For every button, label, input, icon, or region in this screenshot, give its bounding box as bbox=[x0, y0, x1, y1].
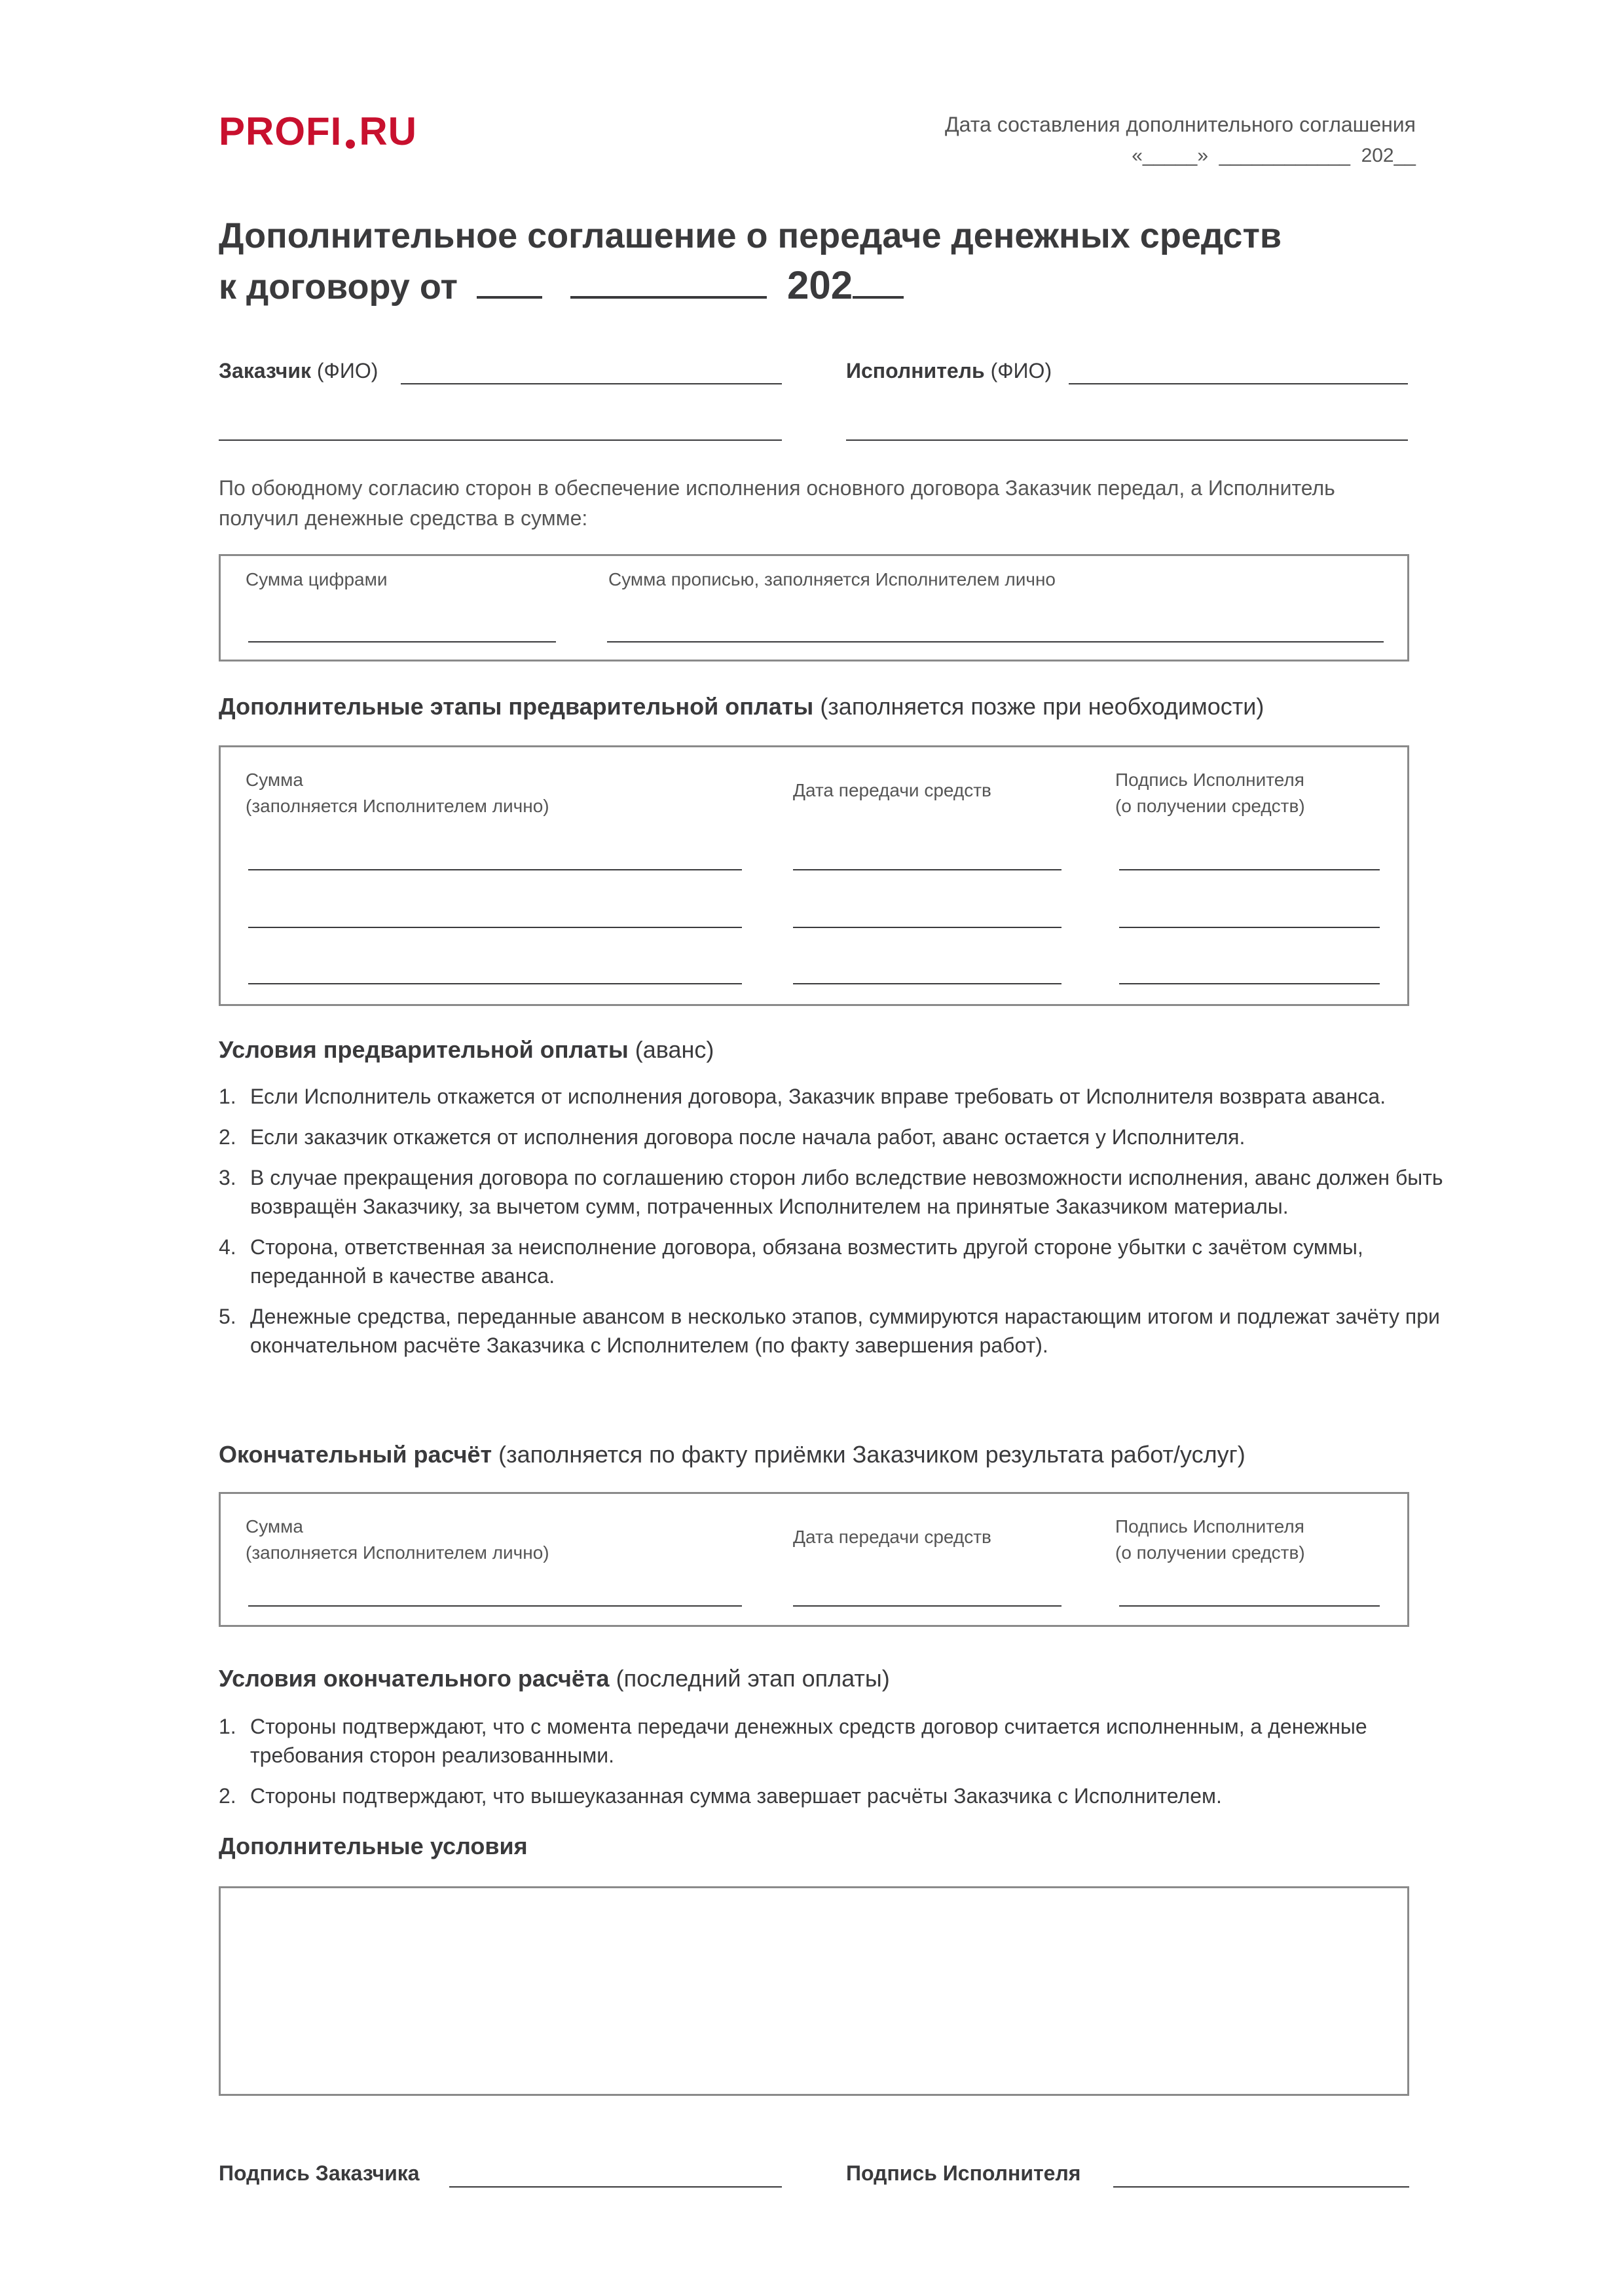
prepay-row-1-sum[interactable] bbox=[248, 869, 742, 870]
extra-terms-heading: Дополнительные условия bbox=[219, 1833, 528, 1859]
prepay-row-2-date[interactable] bbox=[793, 927, 1061, 928]
final-col-sum: Сумма (заполняется Исполнителем лично) bbox=[246, 1516, 549, 1563]
final-col-date: Дата передачи средств bbox=[793, 1527, 991, 1547]
contract-year-blank[interactable] bbox=[853, 262, 904, 299]
header-date bbox=[945, 109, 1416, 172]
contractor-signature-label: Подпись Исполнителя bbox=[846, 2161, 1081, 2185]
logo-text-right: RU bbox=[359, 109, 418, 153]
prepay-terms-heading: Условия предварительной оплаты (аванс) bbox=[219, 1036, 714, 1063]
final-payment-heading: Окончательный расчёт (заполняется по факту приёмки Заказчиком результата работ/услуг) bbox=[219, 1441, 1246, 1468]
final-payment-box bbox=[219, 1492, 1409, 1627]
contract-month-blank[interactable] bbox=[570, 262, 767, 299]
prepay-col-date: Дата передачи средств bbox=[793, 780, 991, 800]
contractor-name-field-1[interactable] bbox=[1069, 383, 1408, 384]
final-terms-list bbox=[219, 1712, 1443, 1822]
amount-words-label: Сумма прописью, заполняется Исполнителем лично bbox=[608, 569, 1056, 589]
title-line-2-prefix: к договору от bbox=[219, 267, 458, 307]
amount-digits-label: Сумма цифрами bbox=[246, 569, 388, 589]
contractor-label: Исполнитель (ФИО) bbox=[846, 359, 1052, 382]
logo-text-left: PROFI bbox=[219, 109, 342, 153]
prepay-row-2-sign[interactable] bbox=[1119, 927, 1380, 928]
extra-terms-box[interactable] bbox=[219, 1886, 1409, 2096]
prepay-row-3-date[interactable] bbox=[793, 983, 1061, 984]
customer-label: Заказчик (ФИО) bbox=[219, 359, 378, 382]
list-item: 1. Стороны подтверждают, что с момента передачи денежных средств договор считается исполненным, а денежные требования сторон реализованными. bbox=[219, 1715, 1367, 1767]
list-item: 2. Если заказчик откажется от исполнения договора после начала работ, аванс остается у Исполнителя. bbox=[219, 1125, 1246, 1149]
logo-dot bbox=[346, 140, 355, 149]
customer-name-field-1[interactable] bbox=[401, 383, 782, 384]
list-item: 4. Сторона, ответственная за неисполнение договора, обязана возместить другой стороне убытки с зачётом суммы, переданной в качестве аванса. bbox=[219, 1235, 1363, 1288]
list-item: 1. Если Исполнитель откажется от исполнения договора, Заказчик вправе требовать от Исполнителя возврата аванса. bbox=[219, 1085, 1386, 1108]
title-line-2 bbox=[219, 261, 1282, 312]
customer-signature-label: Подпись Заказчика bbox=[219, 2161, 420, 2185]
list-item: 2. Стороны подтверждают, что вышеуказанная сумма завершает расчёты Заказчика с Исполнителем. bbox=[219, 1784, 1222, 1808]
final-terms-heading: Условия окончательного расчёта (последний этап оплаты) bbox=[219, 1665, 890, 1692]
prepay-col-sum: Сумма (заполняется Исполнителем лично) bbox=[246, 770, 549, 816]
prepay-row-3-sign[interactable] bbox=[1119, 983, 1380, 984]
prepay-stages-heading: Дополнительные этапы предварительной оплаты (заполняется позже при необходимости) bbox=[219, 693, 1264, 720]
list-item: 3. В случае прекращения договора по соглашению сторон либо вследствие невозможности исполнения, аванс должен быть возвращён Заказчику, за вычетом сумм, потраченных Исполнителем на принятые Заказчиком материалы. bbox=[219, 1166, 1443, 1218]
intro-text: По обоюдному согласию сторон в обеспечение исполнения основного договора Заказчик передал, а Исполнитель получил денежные средства в сумме: bbox=[219, 476, 1335, 530]
final-sign-field[interactable] bbox=[1119, 1605, 1380, 1607]
date-caption: Дата составления дополнительного соглашения bbox=[944, 113, 1416, 136]
profi-logo bbox=[219, 110, 417, 152]
document-title bbox=[219, 211, 1282, 312]
list-item: 5. Денежные средства, переданные авансом в несколько этапов, суммируются нарастающим итогом и подлежат зачёту при окончательном расчёте Заказчика с Исполнителем (по факту завершения работ). bbox=[219, 1305, 1440, 1357]
amount-digits-field[interactable] bbox=[248, 641, 556, 643]
prepay-row-2-sum[interactable] bbox=[248, 927, 742, 928]
final-col-sign: Подпись Исполнителя (о получении средств) bbox=[1115, 1516, 1305, 1563]
contractor-signature-field[interactable] bbox=[1113, 2186, 1409, 2188]
prepay-terms-list bbox=[219, 1082, 1443, 1371]
amount-words-field[interactable] bbox=[607, 641, 1384, 643]
prepay-row-3-sum[interactable] bbox=[248, 983, 742, 984]
customer-signature-field[interactable] bbox=[449, 2186, 782, 2188]
contractor-name-field-2[interactable] bbox=[846, 439, 1408, 441]
contract-day-blank[interactable] bbox=[477, 262, 542, 299]
final-sum-field[interactable] bbox=[248, 1605, 742, 1607]
customer-name-field-2[interactable] bbox=[219, 439, 782, 441]
title-line-1: Дополнительное соглашение о передаче денежных средств bbox=[219, 216, 1282, 255]
contract-year: 202 bbox=[787, 263, 904, 307]
date-blanks: «_____» ____________ 202__ bbox=[1132, 145, 1416, 166]
prepay-col-sign: Подпись Исполнителя (о получении средств) bbox=[1115, 770, 1305, 816]
prepay-row-1-date[interactable] bbox=[793, 869, 1061, 870]
prepay-row-1-sign[interactable] bbox=[1119, 869, 1380, 870]
final-date-field[interactable] bbox=[793, 1605, 1061, 1607]
amount-box bbox=[219, 554, 1409, 662]
prepay-stages-box bbox=[219, 745, 1409, 1006]
